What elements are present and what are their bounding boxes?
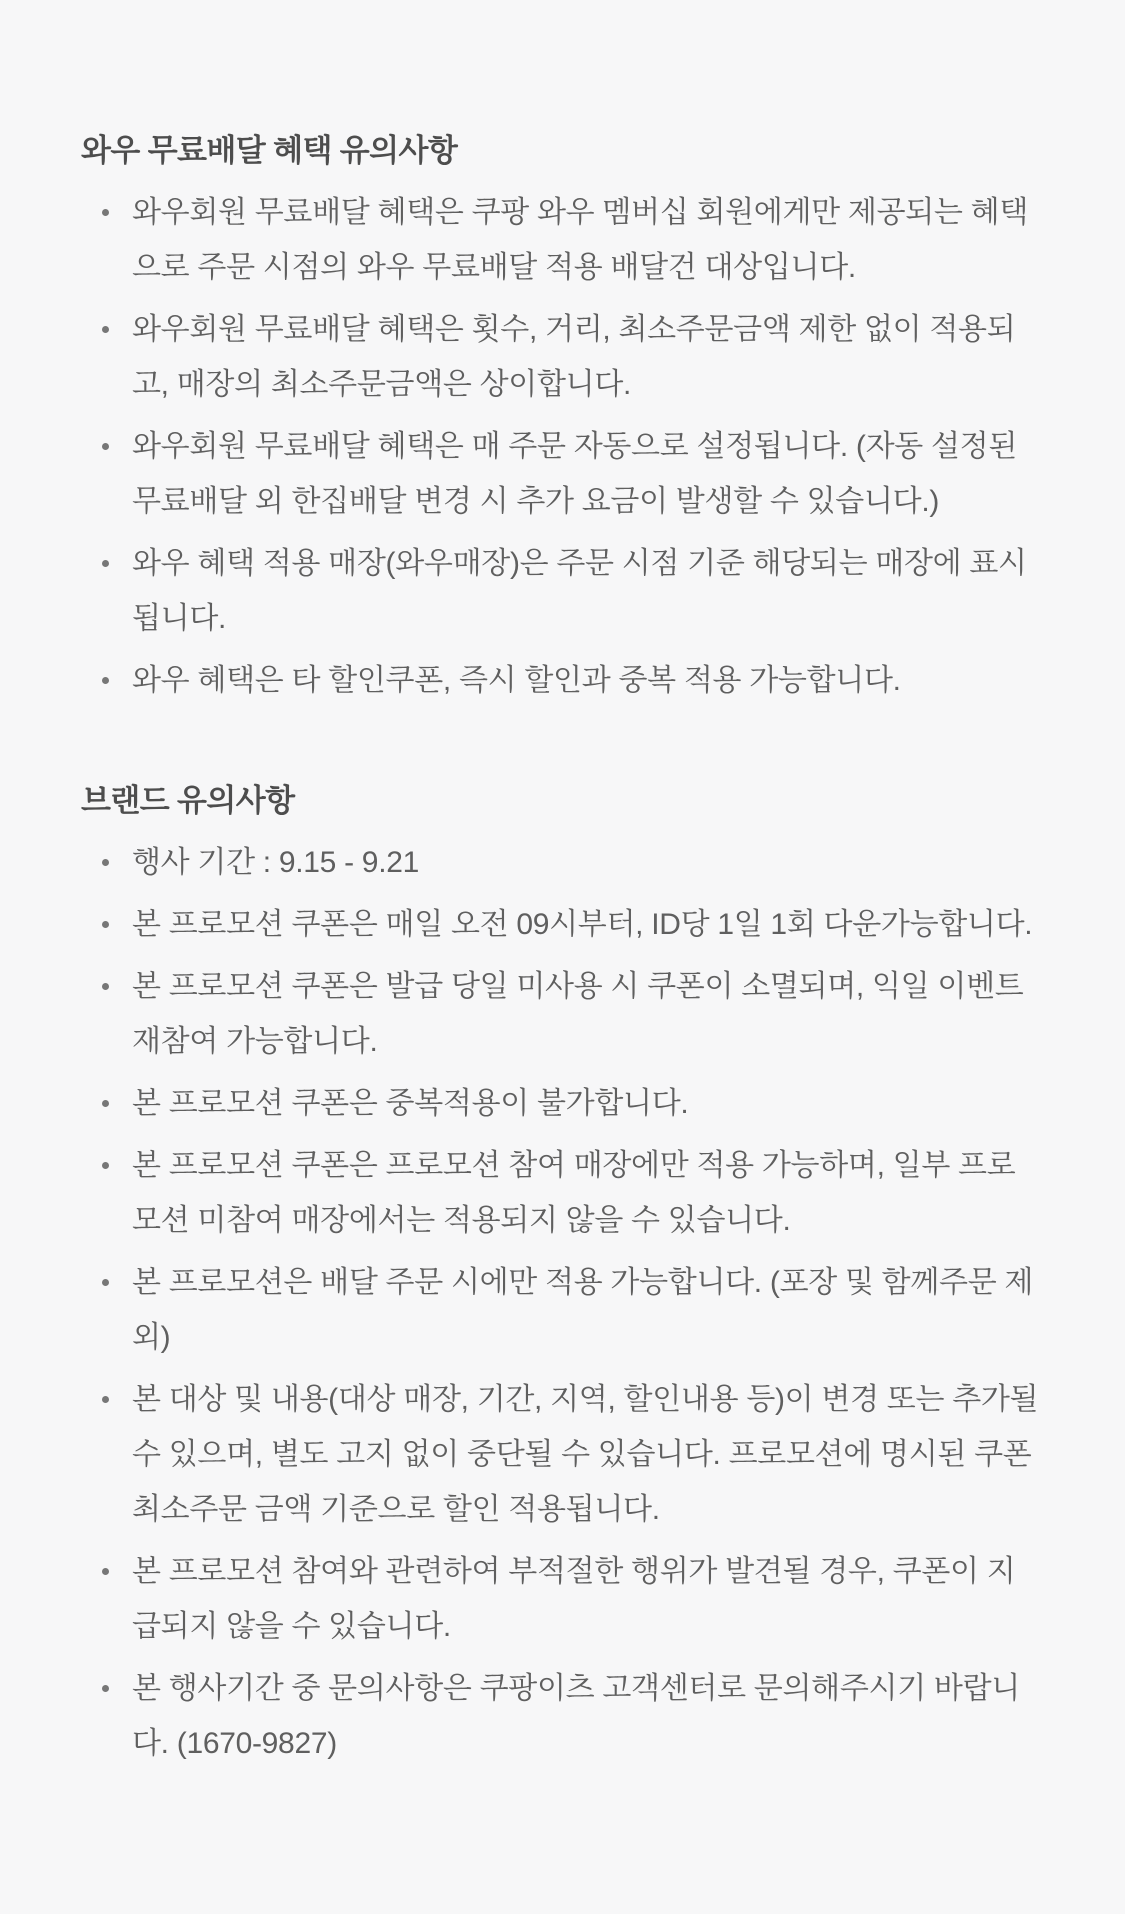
notice-item-text: 본 프로모션 참여와 관련하여 부적절한 행위가 발견될 경우, 쿠폰이 지급되지 않을 수 있습니다. bbox=[132, 1555, 1016, 1643]
section-brand-notice bbox=[81, 778, 1041, 1771]
bullet-dot-icon bbox=[102, 560, 109, 567]
notice-item bbox=[81, 897, 1041, 952]
notice-item bbox=[81, 1544, 1041, 1654]
bullet-dot-icon bbox=[102, 1162, 109, 1169]
notice-item bbox=[81, 536, 1041, 646]
notice-item-text: 와우회원 무료배달 혜택은 횟수, 거리, 최소주문금액 제한 없이 적용되고, 매장의 최소주문금액은 상이합니다. bbox=[132, 313, 1016, 401]
notice-item-text: 본 대상 및 내용(대상 매장, 기간, 지역, 할인내용 등)이 변경 또는 추가될 수 있으며, 별도 고지 없이 중단될 수 있습니다. 프로모션에 명시된 쿠폰 최소주문 금액 기준으로 할인 적용됩니다. bbox=[132, 1383, 1039, 1526]
notice-item bbox=[81, 1661, 1041, 1771]
bullet-dot-icon bbox=[102, 1685, 109, 1692]
notice-item bbox=[81, 959, 1041, 1069]
notice-item-text: 와우 혜택 적용 매장(와우매장)은 주문 시점 기준 해당되는 매장에 표시됩니다. bbox=[132, 547, 1027, 635]
notice-list bbox=[81, 185, 1041, 708]
bullet-dot-icon bbox=[102, 1100, 109, 1107]
section-wow-free-delivery-notice bbox=[81, 128, 1041, 708]
bullet-dot-icon bbox=[102, 983, 109, 990]
bullet-dot-icon bbox=[102, 677, 109, 684]
section-title: 브랜드 유의사항 bbox=[81, 783, 295, 818]
notice-item-text: 본 프로모션은 배달 주문 시에만 적용 가능합니다. (포장 및 함께주문 제외) bbox=[132, 1266, 1034, 1354]
notice-item-text: 본 프로모션 쿠폰은 중복적용이 불가합니다. bbox=[132, 1087, 689, 1120]
notice-item bbox=[81, 1138, 1041, 1248]
bullet-dot-icon bbox=[102, 209, 109, 216]
notice-item bbox=[81, 835, 1041, 890]
notice-item-text: 본 프로모션 쿠폰은 매일 오전 09시부터, ID당 1일 1회 다운가능합니다. bbox=[132, 908, 1033, 941]
bullet-dot-icon bbox=[102, 921, 109, 928]
bullet-dot-icon bbox=[102, 859, 109, 866]
notice-item-text: 행사 기간 : 9.15 - 9.21 bbox=[132, 846, 419, 879]
bullet-dot-icon bbox=[102, 1396, 109, 1403]
bullet-dot-icon bbox=[102, 443, 109, 450]
notice-item bbox=[81, 419, 1041, 529]
notice-item bbox=[81, 302, 1041, 412]
notice-item-text: 와우회원 무료배달 혜택은 매 주문 자동으로 설정됩니다. (자동 설정된무료배달 외 한집배달 변경 시 추가 요금이 발생할 수 있습니다.) bbox=[132, 430, 1018, 518]
notice-item bbox=[81, 1372, 1041, 1537]
notice-item bbox=[81, 653, 1041, 708]
notice-list bbox=[81, 835, 1041, 1771]
notice-item bbox=[81, 185, 1041, 295]
bullet-dot-icon bbox=[102, 1568, 109, 1575]
notice-item-text: 와우 혜택은 타 할인쿠폰, 즉시 할인과 중복 적용 가능합니다. bbox=[132, 664, 901, 697]
notice-item-text: 본 프로모션 쿠폰은 프로모션 참여 매장에만 적용 가능하며, 일부 프로모션 미참여 매장에서는 적용되지 않을 수 있습니다. bbox=[132, 1149, 1016, 1237]
notice-item-text: 본 프로모션 쿠폰은 발급 당일 미사용 시 쿠폰이 소멸되며, 익일 이벤트 재참여 가능합니다. bbox=[132, 970, 1024, 1058]
section-title: 와우 무료배달 혜택 유의사항 bbox=[81, 133, 458, 168]
bullet-dot-icon bbox=[102, 326, 109, 333]
notice-item bbox=[81, 1255, 1041, 1365]
notice-item bbox=[81, 1076, 1041, 1131]
notice-item-text: 본 행사기간 중 문의사항은 쿠팡이츠 고객센터로 문의해주시기 바랍니다. (1670-9827) bbox=[132, 1672, 1020, 1760]
bullet-dot-icon bbox=[102, 1279, 109, 1286]
notice-item-text: 와우회원 무료배달 혜택은 쿠팡 와우 멤버십 회원에게만 제공되는 혜택으로 주문 시점의 와우 무료배달 적용 배달건 대상입니다. bbox=[132, 196, 1028, 284]
